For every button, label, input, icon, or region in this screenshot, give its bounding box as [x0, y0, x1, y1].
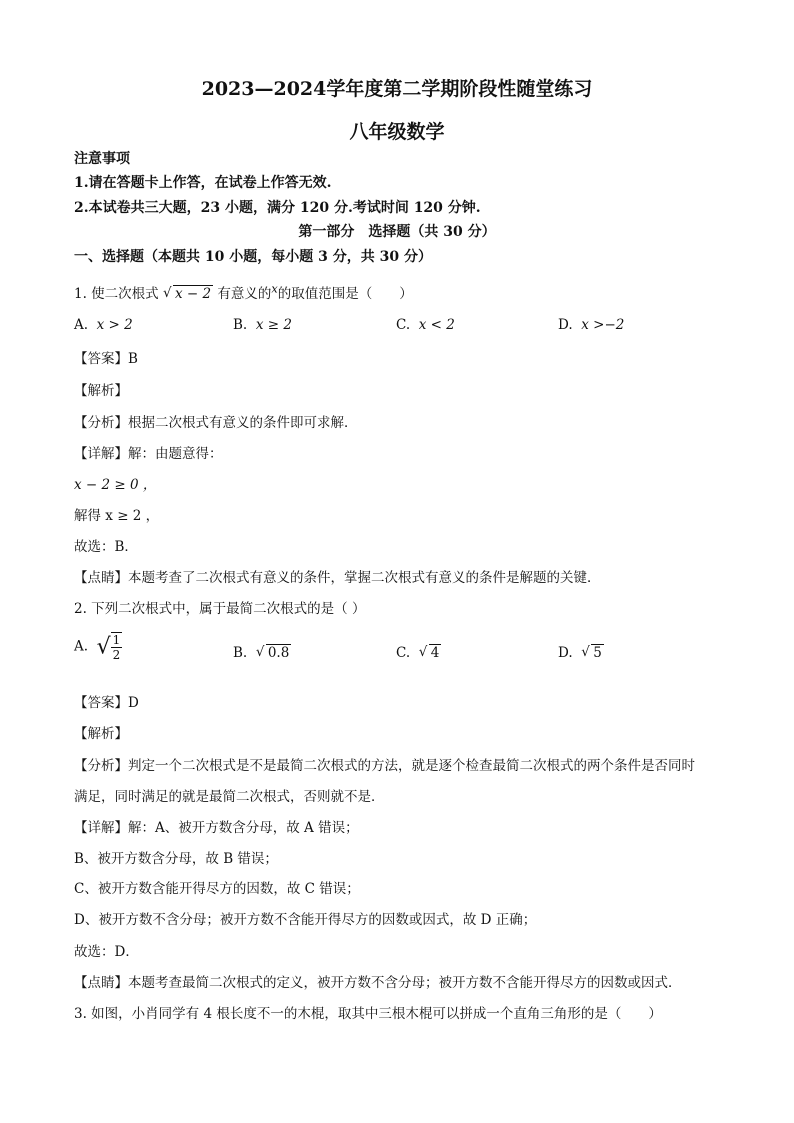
- q2-comment: 【点睛】本题考查最简二次根式的定义，被开方数不含分母；被开方数不含能开得尽方的因数或因式．: [74, 975, 682, 991]
- q1-var: x: [271, 282, 278, 296]
- notes-heading: 注意事项: [74, 151, 130, 167]
- section-heading: 一、选择题（本题共 10 小题，每小题 3 分，共 30 分）: [74, 249, 432, 265]
- q1-choose: 故选：B．: [74, 539, 138, 555]
- q2-line-b: B、被开方数含分母，故 B 错误；: [74, 851, 278, 867]
- q1-step-1: x − 2 ≥ 0 ，: [74, 477, 157, 493]
- q1-option-b: B. x ≥ 2: [233, 317, 292, 333]
- q2-fraction: $\frac{1}{2}$: [112, 633, 121, 662]
- q1-step-2: 解得 x ≥ 2 ，: [74, 508, 160, 524]
- q1-prefix: 1. 使二次根式: [74, 286, 159, 302]
- q2-option-b: B. √ 0.8: [233, 644, 290, 661]
- q1-answer: 【答案】B: [74, 351, 138, 367]
- q1-comment: 【点睛】本题考查了二次根式有意义的条件，掌握二次根式有意义的条件是解题的关键．: [74, 570, 601, 586]
- q2-option-a: A. √ $\frac{1}{2}$: [74, 633, 121, 662]
- q1-suffix: 的取值范围是（ ）: [277, 286, 413, 302]
- q2-detail: 【详解】解：A、被开方数含分母，故 A 错误；: [74, 820, 359, 836]
- q1-radical: √ x − 2: [162, 285, 212, 302]
- q1-analysis: 【解析】: [74, 383, 128, 399]
- question-2-stem: 2. 下列二次根式中，属于最简二次根式的是（ ）: [74, 601, 366, 617]
- q1-fenxi: 【分析】根据二次根式有意义的条件即可求解．: [74, 415, 358, 431]
- q2-answer: 【答案】D: [74, 695, 139, 711]
- page-subtitle: 八年级数学: [349, 121, 445, 143]
- q1-radicand: x − 2: [174, 286, 212, 302]
- q2-line-c: C、被开方数含能开得尽方的因数，故 C 错误；: [74, 881, 360, 897]
- q1-option-a: A. x > 2: [74, 317, 133, 333]
- q2-choose: 故选：D．: [74, 944, 139, 960]
- page-title: 2023—2024学年度第二学期阶段性随堂练习: [201, 78, 593, 100]
- notes-item-2: 2.本试卷共三大题，23 小题，满分 120 分.考试时间 120 分钟.: [74, 200, 481, 216]
- q1-option-c: C. x < 2: [396, 317, 455, 333]
- q2-option-c: C. √ 4: [396, 644, 440, 661]
- q1-option-d: D. x >−2: [558, 317, 625, 333]
- q2-fenxi-2: 满足，同时满足的就是最简二次根式，否则就不是．: [74, 789, 385, 805]
- notes-item-1: 1.请在答题卡上作答，在试卷上作答无效.: [74, 175, 332, 191]
- part-heading: 第一部分 选择题（共 30 分）: [298, 224, 496, 240]
- q1-mid: 有意义的: [217, 286, 272, 302]
- q2-fenxi-1: 【分析】判定一个二次根式是不是最简二次根式的方法，就是逐个检查最简二次根式的两个条件是否同时: [74, 758, 695, 774]
- q1-detail: 【详解】解：由题意得：: [74, 446, 223, 462]
- question-1-stem: [74, 282, 413, 302]
- q2-analysis: 【解析】: [74, 726, 128, 742]
- q2-line-d: D、被开方数不含分母；被开方数不含能开得尽方的因数或因式，故 D 正确；: [74, 912, 537, 928]
- q2-option-d: D. √ 5: [558, 644, 602, 661]
- question-3-stem: 3. 如图，小肖同学有 4 根长度不一的木棍，取其中三根木棍可以拼成一个直角三角形的是（ ）: [74, 1006, 662, 1022]
